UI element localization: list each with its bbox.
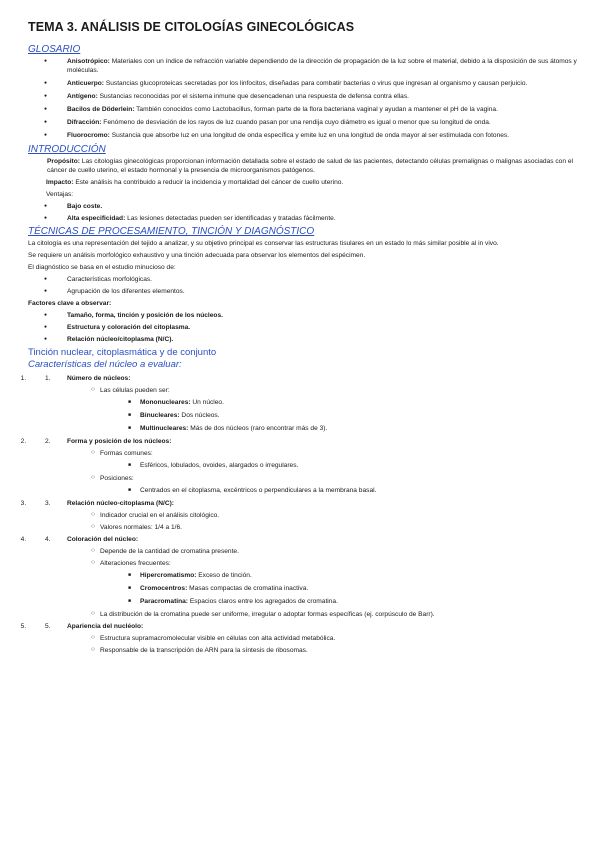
subsub-text: Centrados en el citoplasma, excéntricos o perpendiculares a la membrana basal. [140,487,377,494]
subsub-term: Binucleares: [140,412,180,419]
glosario-definition: Materiales con un índice de refracción variable dependiendo de la dirección de propagación de la luz sobre el material, debido a la disposición de sus átomos y moléculas. [67,58,577,74]
glosario-definition: Sustancias glucoproteicas secretadas por los linfocitos, diseñadas para combatir bacterias o virus que ingresan al organismo y causan perjuicio. [104,80,528,87]
ventaja-term: Bajo coste. [67,203,103,210]
glosario-list [28,57,582,140]
sub-item: ○ La distribución de la cromatina puede ser uniforme, irregular o adoptar formas específicas (ej. corpúsculo de Barr). [67,610,582,619]
sub-list [67,547,582,619]
sub-item [67,449,582,470]
subsub-item [100,486,582,495]
nucleo-list [28,374,582,655]
impacto-label: Impacto: [46,179,74,186]
glosario-item [28,79,582,88]
item-label: Número de núcleos: [67,375,131,382]
tincion-heading: Tinción nuclear, citoplasmática y de conjunto [28,347,217,358]
item-label: Forma y posición de los núcleos: [67,438,172,445]
ventajas-list [28,202,582,223]
glosario-term: Difracción: [67,119,102,126]
item-number: 1. 1. [45,375,51,382]
sub-item-text: Alteraciones frecuentes: [100,560,171,567]
sub-item: ○ Responsable de la transcripción de ARN para la síntesis de ribosomas. [67,646,582,655]
nucleo-item-nucleolo [28,622,582,655]
proposito-label: Propósito: [47,158,80,165]
ventaja-item [28,202,582,211]
sub-item: ○ Depende de la cantidad de cromatina presente. [67,547,582,556]
tecnicas-paragraph-2: Se requiere un análisis morfológico exhaustivo y una tinción adecuada para observar los elementos del espécimen. [28,252,366,259]
nucleo-item-numero [28,374,582,433]
subsub-term: Mononucleares: [140,399,191,406]
factor-item: ● Tamaño, forma, tinción y posición de los núcleos. [28,311,582,320]
factores-list [28,311,582,344]
sub-list [67,511,582,532]
subsub-item [100,461,582,470]
sub-item-text: Formas comunes: [100,450,153,457]
glosario-item [28,105,582,114]
subsub-list [100,571,582,606]
estudio-item: ● Agrupación de los diferentes elementos. [28,287,582,296]
sub-item-text: Las células pueden ser: [100,387,170,394]
item-label: Relación núcleo-citoplasma (N/C): [67,500,174,507]
glosario-definition: También conocidos como Lactobacillus, forman parte de la flora bacteriana vaginal y ayudan a mantener el pH de la vagina. [134,106,498,113]
nucleo-item-coloracion [28,535,582,619]
subsub-text: Dos núcleos. [179,412,220,419]
sub-list [67,386,582,433]
subsub-item [100,411,582,420]
item-number: 5. 5. [45,623,51,630]
subsub-text: Un núcleo. [190,399,224,406]
ventaja-item [28,214,582,223]
proposito-paragraph [28,157,582,175]
sub-item [67,386,582,433]
subsub-term: Multinucleares: [140,425,189,432]
subsub-text: Exceso de tinción. [196,572,252,579]
sub-list [67,449,582,495]
impacto-text: Este análisis ha contribuido a reducir la incidencia y mortalidad del cáncer de cuello uterino. [73,179,344,186]
estudio-item: ● Características morfológicas. [28,275,582,284]
sub-item: ○ Indicador crucial en el análisis citológico. [67,511,582,520]
factor-item: ● Estructura y coloración del citoplasma. [28,323,582,332]
sub-item [67,474,582,495]
glosario-definition: Fenómeno de desviación de los rayos de luz cuando pasan por una rendija cuyo diámetro es igual o menor que su longitud de onda. [101,119,491,126]
subsub-text: Espacios claros entre los agregados de cromatina. [188,598,338,605]
glosario-item [28,118,582,127]
estudio-list [28,275,582,296]
item-number: 2. 2. [45,438,51,445]
subsub-item [100,424,582,433]
glosario-item [28,131,582,140]
subsub-item [100,584,582,593]
ventaja-term: Alta especificidad: [67,215,126,222]
item-number: 4. 4. [45,536,51,543]
sub-item: ○ Valores normales: 1/4 a 1/6. [67,523,582,532]
glosario-heading: GLOSARIO [28,44,81,55]
glosario-term: Fluorocromo: [67,132,110,139]
subsub-text: Esféricos, lobulados, ovoides, alargados o irregulares. [140,462,299,469]
glosario-term: Antígeno: [67,93,98,100]
sub-item: ○ Estructura supramacromolecular visible en células con alta actividad metabólica. [67,634,582,643]
subsub-text: Masas compactas de cromatina inactiva. [187,585,309,592]
subsub-term: Hipercromatismo: [140,572,197,579]
glosario-definition: Sustancias reconocidas por el sistema inmune que desencadenan una respuesta de defensa contra ellas. [97,93,409,100]
glosario-term: Anticuerpo: [67,80,104,87]
sub-item-text: Posiciones: [100,475,134,482]
nucleo-item-relacion [28,499,582,532]
item-label: Apariencia del nucléolo: [67,623,144,630]
proposito-text: Las citologías ginecológicas proporcionan información detallada sobre el estado de salud de las pacientes, detectando células premalignas o malignas asociadas con el cáncer de cuello uterino, el estado hormonal y la presencia de microorganismos patógenos. [47,158,573,174]
impacto-paragraph [28,178,582,187]
subsub-list [100,398,582,433]
subsub-term: Paracromatina: [140,598,189,605]
subsub-item [100,597,582,606]
nucleo-item-forma [28,437,582,495]
item-label: Coloración del núcleo: [67,536,139,543]
subsub-list [100,486,582,495]
glosario-item [28,92,582,101]
tecnicas-paragraph-1: La citología es una representación del tejido a analizar, y su objetivo principal es conservar las estructuras tisulares en un estado lo más similar posible al in vivo. [28,240,499,247]
glosario-item [28,57,582,75]
subsub-text: Más de dos núcleos (raro encontrar más de 3). [188,425,328,432]
ventajas-label: Ventajas: [46,191,74,198]
glosario-term: Bacilos de Döderlein: [67,106,135,113]
subsub-item [100,398,582,407]
tecnicas-heading: TÉCNICAS DE PROCESAMIENTO, TINCIÓN Y DIAGNÓSTICO [28,226,315,237]
glosario-term: Anisotrópico: [67,58,110,65]
page-title: TEMA 3. ANÁLISIS DE CITOLOGÍAS GINECOLÓGICAS [28,20,355,34]
subsub-item [100,571,582,580]
subsub-term: Cromocentros: [140,585,188,592]
caracteristicas-subheading: Características del núcleo a evaluar: [28,359,182,370]
ventaja-text: Las lesiones detectadas pueden ser identificadas y tratadas fácilmente. [125,215,336,222]
sub-list [67,634,582,655]
introduccion-heading: INTRODUCCIÓN [28,144,106,155]
factores-label: Factores clave a observar: [28,300,112,307]
tecnicas-paragraph-3: El diagnóstico se basa en el estudio minucioso de: [28,264,176,271]
glosario-definition: Sustancia que absorbe luz en una longitud de onda específica y emite luz en una longitud de onda mayor al ser estimulada con fotones. [109,132,510,139]
sub-item [67,559,582,606]
item-number: 3. 3. [45,500,51,507]
factor-item: ● Relación núcleo/citoplasma (N/C). [28,335,582,344]
subsub-list [100,461,582,470]
